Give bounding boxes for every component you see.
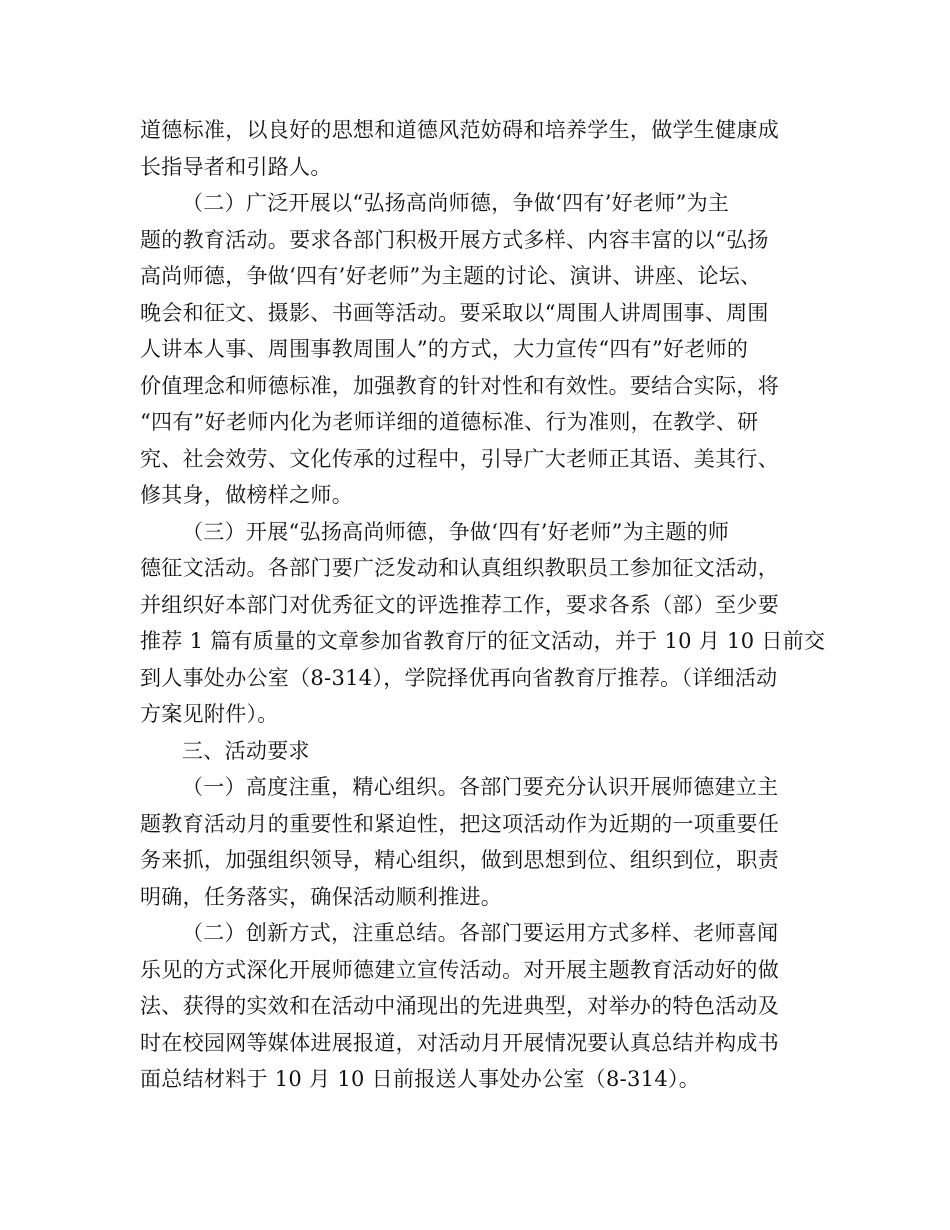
text-line: 三、活动要求: [182, 738, 310, 763]
text-line: 价值理念和师德标准，加强教育的针对性和有效性。要结合实际，将: [140, 373, 779, 398]
text-line: （二）广泛开展以“弘扬高尚师德，争做‘四有’好老师”为主: [182, 191, 730, 215]
text-line: 人讲本人事、周围事教周围人”的方式，大力宣传“四有”好老师的: [140, 337, 749, 361]
text-line: 面总结材料于 10 月 10 日前报送人事处办公室（8-314）。: [140, 1067, 701, 1091]
text-line: 题教育活动月的重要性和紧迫性，把这项活动作为近期的一项重要任: [140, 811, 779, 836]
text-line: （二）创新方式，注重总结。各部门要运用方式多样、老师喜闻: [182, 921, 779, 945]
text-line: 到人事处办公室（8-314），学院择优再向省教育厅推荐。（详细活动: [140, 665, 778, 690]
text-line: （三）开展“弘扬高尚师德，争做‘四有’好老师”为主题的师: [182, 519, 730, 544]
text-line: 长指导者和引路人。: [140, 154, 332, 179]
document-body: [140, 112, 840, 1098]
text-line: 晚会和征文、摄影、书画等活动。要采取以“周围人讲周围事、周围: [140, 300, 769, 325]
text-line: 推荐 1 篇有质量的文章参加省教育厅的征文活动，并于 10 月 10 日前交: [140, 629, 826, 653]
text-line: 务来抓，加强组织领导，精心组织，做到思想到位、组织到位，职责: [140, 848, 779, 872]
text-line: 方案见附件）。: [140, 702, 279, 726]
text-line: 修其身，做榜样之师。: [140, 483, 353, 507]
text-line: 高尚师德，争做‘四有’好老师”为主题的讨论、演讲、讲座、论坛、: [140, 264, 762, 288]
text-line: 乐见的方式深化开展师德建立宣传活动。对开展主题教育活动好的做: [140, 957, 779, 982]
text-line: 法、获得的实效和在活动中涌现出的先进典型，对举办的特色活动及: [140, 994, 779, 1018]
text-line: 并组织好本部门对优秀征文的评选推荐工作，要求各系（部）至少要: [140, 592, 779, 617]
text-line: 究、社会效劳、文化传承的过程中，引导广大老师正其语、美其行、: [140, 446, 779, 471]
text-line: “四有”好老师内化为老师详细的道德标准、行为准则，在教学、研: [140, 410, 759, 434]
text-line: 明确，任务落实，确保活动顺利推进。: [140, 884, 503, 909]
text-line: （一）高度注重，精心组织。各部门要充分认识开展师德建立主: [182, 775, 779, 799]
text-line: 时在校园网等媒体进展报道，对活动月开展情况要认真总结并构成书: [140, 1030, 779, 1055]
text-line: 道德标准，以良好的思想和道德风范妨碍和培养学生，做学生健康成: [140, 118, 779, 142]
text-line: 德征文活动。各部门要广泛发动和认真组织教职员工参加征文活动，: [140, 556, 779, 580]
text-line: 题的教育活动。要求各部门积极开展方式多样、内容丰富的以“弘扬: [140, 227, 769, 252]
